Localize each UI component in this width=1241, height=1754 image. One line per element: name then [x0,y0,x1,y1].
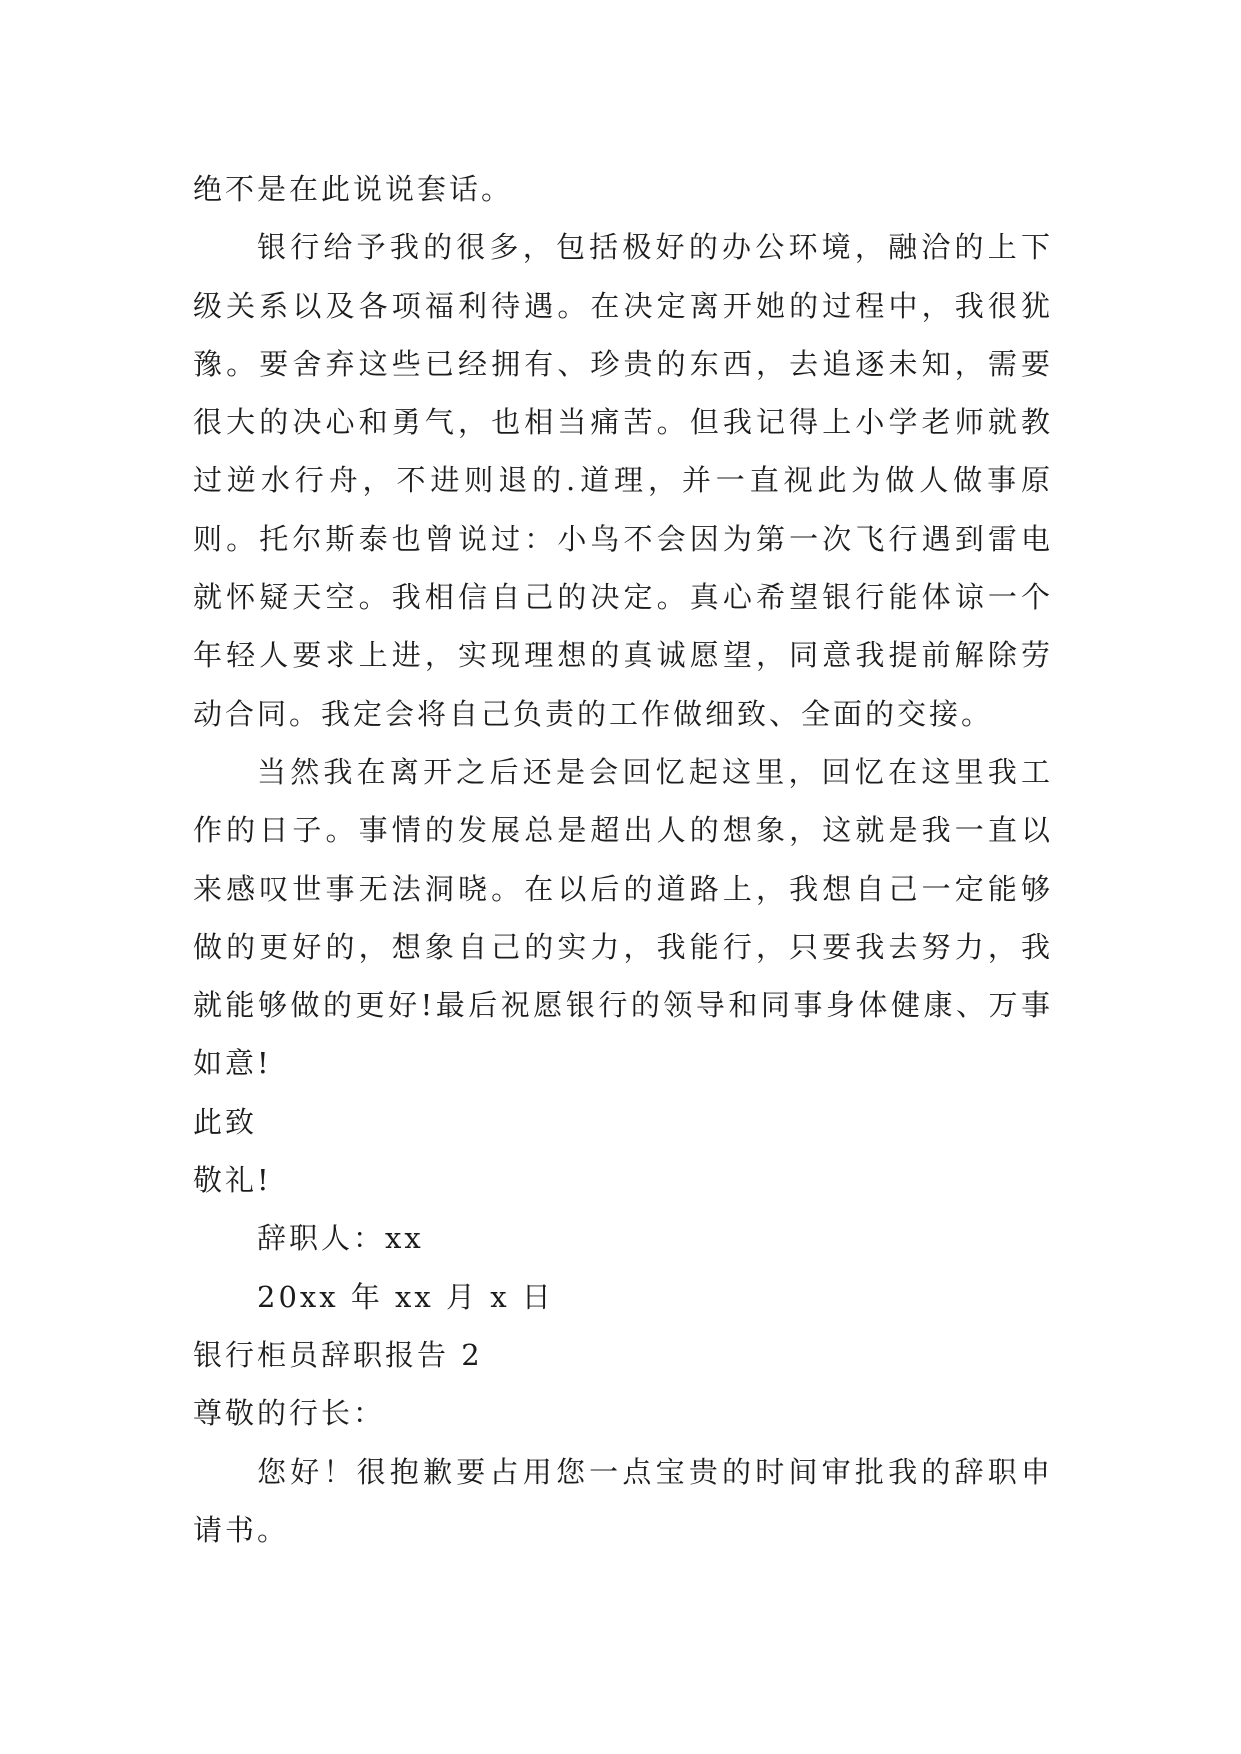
closing-jingli: 敬礼! [193,1163,272,1198]
date-line: 20xx 年 xx 月 x 日 [257,1279,554,1314]
paragraph-bank-benefits: 银行给予我的很多，包括极好的办公环境，融洽的上下级关系以及各项福利待遇。在决定离开她的过程中，我很犹豫。要舍弃这些已经拥有、珍贵的东西，去追逐未知，需要很大的决心和勇气，也相当痛苦。但我记得上小学老师就教过逆水行舟，不进则退的.道理，并一直视此为做人做事原则。托尔斯泰也曾说过：小鸟不会因为第一次飞行遇到雷电就怀疑天空。我相信自己的决定。真心希望银行能体谅一个年轻人要求上进，实现理想的真诚愿望，同意我提前解除劳动合同。我定会将自己负责的工作做细致、全面的交接。 [193,230,1053,731]
section-title: 银行柜员辞职报告 2 [193,1337,483,1372]
salutation: 尊敬的行长： [193,1396,386,1431]
paragraph-continuation: 绝不是在此说说套话。 [193,172,514,206]
document-page [193,160,1053,1559]
paragraph-memories: 当然我在离开之后还是会回忆起这里，回忆在这里我工作的日子。事情的发展总是超出人的想象，这就是我一直以来感叹世事无法洞晓。在以后的道路上，我想自己一定能够做的更好的，想象自己的实力，我能行，只要我去努力，我就能够做的更好!最后祝愿银行的领导和同事身体健康、万事如意! [193,754,1053,1081]
paragraph-greeting: 您好！很抱歉要占用您一点宝贵的时间审批我的辞职申请书。 [193,1454,1053,1547]
signer-line: 辞职人：xx [257,1221,424,1256]
closing-cizhi: 此致 [193,1104,258,1139]
